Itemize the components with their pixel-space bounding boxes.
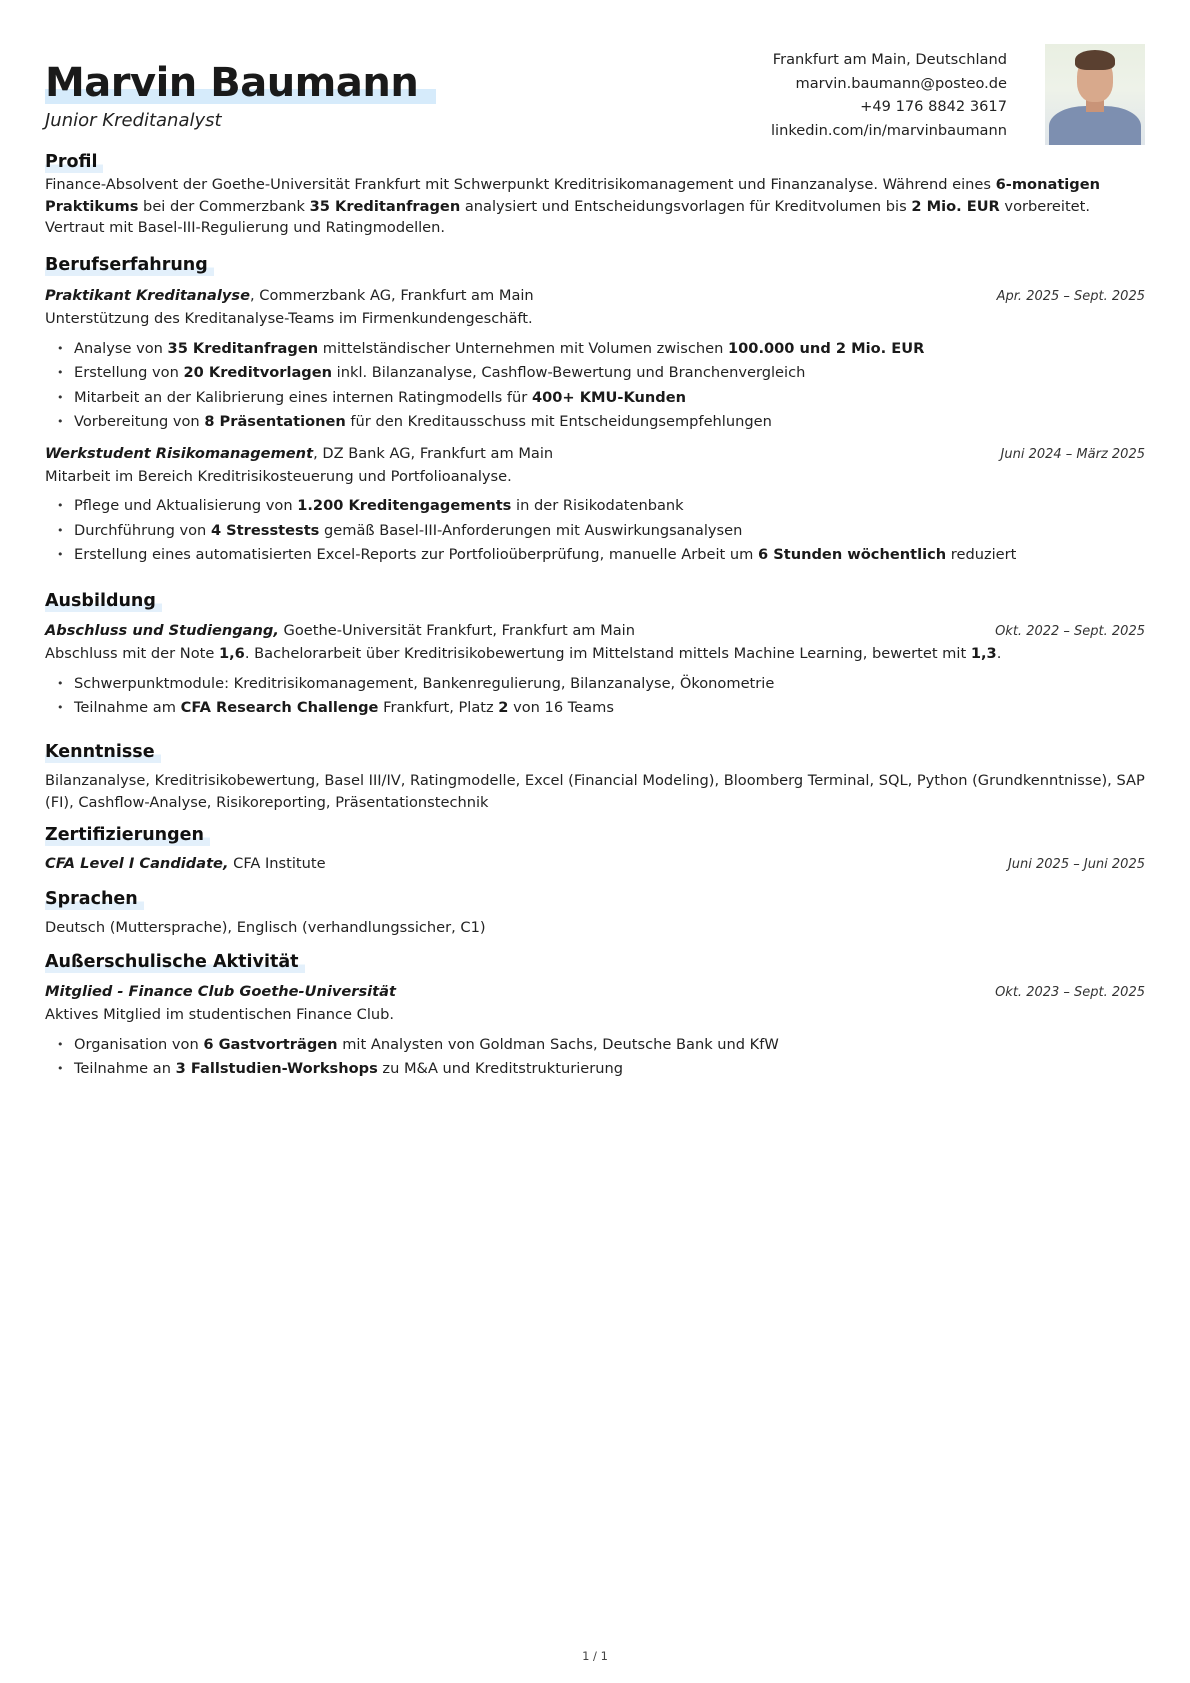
education-entry: [45, 620, 1145, 721]
section-berufserfahrung: [45, 253, 1145, 568]
entry-summary: Unterstützung des Kreditanalyse-Teams im Firmenkundengeschäft.: [45, 310, 533, 327]
bullet-item: • Durchführung von 4 Stresstests gemäß Basel-III-Anforderungen mit Auswirkungsanalysen: [57, 519, 1145, 544]
bullet-item: • Erstellung von 20 Kreditvorlagen inkl. Bilanzanalyse, Cashflow-Bewertung und Branchenvergleich: [57, 361, 1145, 386]
section-title-sprachen: Sprachen: [45, 887, 144, 911]
entry-role: Abschluss und Studiengang,: [45, 622, 279, 639]
contact-phone[interactable]: +49 176 8842 3617: [860, 98, 1007, 115]
candidate-name: Marvin Baumann: [45, 58, 436, 108]
entry-role: Mitglied - Finance Club Goethe-Universität: [45, 983, 396, 1000]
emphasis: 400+ KMU-Kunden: [531, 388, 687, 406]
section-title-zertifizierungen: Zertifizierungen: [45, 823, 210, 847]
entry-date: Juni 2024 – März 2025: [1000, 446, 1145, 462]
emphasis: 1,3: [970, 645, 997, 662]
bullet-item: • Teilnahme an 3 Fallstudien-Workshops zu M&A und Kreditstrukturierung: [57, 1057, 1145, 1082]
emphasis: 4 Stresstests: [210, 521, 320, 539]
section-profil: [45, 150, 1145, 239]
emphasis: 35 Kreditanfragen: [167, 339, 319, 357]
entry-org: CFA Institute: [228, 855, 326, 872]
bullet-list: [57, 672, 1145, 721]
emphasis: 2: [498, 699, 509, 716]
entry-org: Goethe-Universität Frankfurt, Frankfurt am Main: [278, 622, 635, 639]
certification-entry: [45, 853, 1145, 876]
resume-header: [45, 0, 1145, 160]
entry-org: , Commerzbank AG, Frankfurt am Main: [250, 287, 534, 304]
bullet-item: • Erstellung eines automatisierten Excel-Reports zur Portfolioüberprüfung, manuelle Arbeit um 6 Stunden wöchentlich reduziert: [57, 543, 1145, 568]
entry-role: Praktikant Kreditanalyse: [45, 287, 250, 304]
contact-location: Frankfurt am Main, Deutschland: [772, 51, 1007, 68]
emphasis: 6 Stunden wöchentlich: [757, 546, 947, 563]
entry-date: Okt. 2023 – Sept. 2025: [995, 985, 1145, 1000]
emphasis: 6 Gastvorträgen: [203, 1035, 338, 1053]
activity-entry: [45, 981, 1145, 1082]
bullet-item: • Vorbereitung von 8 Präsentationen für den Kreditausschuss mit Entscheidungsempfehlungen: [57, 410, 1145, 435]
contact-linkedin[interactable]: linkedin.com/in/marvinbaumann: [771, 121, 1007, 139]
profil-text: Finance-Absolvent der Goethe-Universität Frankfurt mit Schwerpunkt Kreditrisikomanagement und Finanzanalyse. Während eines 6-monatigen Praktikums bei der Commerzbank 35 Kreditanfragen analysiert und Entscheidungsvorlagen für Kreditvolumen bis 2 Mio. EUR vorbereitet. Vertraut mit Basel-III-Regulierung und Ratingmodellen.: [45, 176, 1101, 236]
emphasis: CFA Research Challenge: [180, 699, 379, 716]
bullet-item: • Pflege und Aktualisierung von 1.200 Kreditengagements in der Risikodatenbank: [57, 494, 1145, 519]
contact-info: [771, 48, 1007, 142]
bullet-item: • Schwerpunktmodule: Kreditrisikomanagement, Bankenregulierung, Bilanzanalyse, Ökonometrie: [57, 672, 1145, 697]
resume-page: [45, 0, 1145, 1077]
emphasis: 2 Mio. EUR: [911, 197, 1000, 215]
bullet-list: [57, 1033, 1145, 1082]
section-zertifizierungen: [45, 823, 1145, 876]
entry-role: CFA Level I Candidate,: [45, 855, 229, 872]
entry-date: Okt. 2022 – Sept. 2025: [995, 624, 1145, 639]
bullet-item: • Teilnahme am CFA Research Challenge Frankfurt, Platz 2 von 16 Teams: [57, 696, 1145, 721]
section-title-berufserfahrung: Berufserfahrung: [45, 253, 214, 277]
entry-role: Werkstudent Risikomanagement: [45, 444, 314, 462]
entry-summary: Abschluss mit der Note 1,6. Bachelorarbeit über Kreditrisikobewertung im Mittelstand mittels Machine Learning, bewertet mit 1,3.: [45, 645, 1002, 662]
languages-text: Deutsch (Muttersprache), Englisch (verhandlungssicher, C1): [45, 919, 486, 936]
profile-photo: [1045, 44, 1145, 145]
experience-entry: [45, 443, 1145, 568]
bullet-item: • Mitarbeit an der Kalibrierung eines internen Ratingmodells für 400+ KMU-Kunden: [57, 386, 1145, 411]
name-block: [45, 58, 436, 134]
emphasis: 3 Fallstudien-Workshops: [175, 1060, 378, 1077]
bullet-item: • Organisation von 6 Gastvorträgen mit Analysten von Goldman Sachs, Deutsche Bank und KfW: [57, 1033, 1145, 1058]
section-sprachen: [45, 887, 1145, 939]
entry-org: , DZ Bank AG, Frankfurt am Main: [313, 444, 554, 462]
section-title-ausbildung: Ausbildung: [45, 589, 162, 613]
candidate-title: Junior Kreditanalyst: [45, 110, 222, 131]
entry-summary: Aktives Mitglied im studentischen Finance Club.: [45, 1006, 395, 1023]
emphasis: 1,6: [218, 645, 245, 662]
bullet-list: [57, 494, 1145, 568]
section-title-kenntnisse: Kenntnisse: [45, 740, 161, 764]
skills-text: Bilanzanalyse, Kreditrisikobewertung, Basel III/IV, Ratingmodelle, Excel (Financial Modeling), Bloomberg Terminal, SQL, Python (Grundkenntnisse), SAP (FI), Cashflow-Analyse, Risikoreporting, Präsentationstechnik: [45, 772, 1145, 811]
entry-date: Apr. 2025 – Sept. 2025: [996, 289, 1145, 304]
entry-summary: Mitarbeit im Bereich Kreditrisikosteuerung und Portfolioanalyse.: [45, 467, 512, 485]
section-title-aktivitaet: Außerschulische Aktivität: [45, 950, 305, 974]
section-kenntnisse: [45, 740, 1145, 813]
emphasis: 100.000 und 2 Mio. EUR: [727, 339, 925, 357]
section-aktivitaet: [45, 950, 1145, 1082]
emphasis: 8 Präsentationen: [204, 413, 346, 430]
section-title-profil: Profil: [45, 150, 103, 174]
contact-email[interactable]: marvin.baumann@posteo.de: [795, 74, 1007, 92]
experience-entry: [45, 285, 1145, 435]
bullet-list: [57, 337, 1145, 435]
emphasis: 35 Kreditanfragen: [309, 197, 461, 215]
emphasis: 6-monatigen Praktikums: [45, 176, 1101, 215]
bullet-item: • Analyse von 35 Kreditanfragen mittelständischer Unternehmen mit Volumen zwischen 100.000 und 2 Mio. EUR: [57, 337, 1145, 362]
section-ausbildung: [45, 589, 1145, 721]
page-indicator: 1 / 1: [582, 1649, 608, 1663]
emphasis: 20 Kreditvorlagen: [183, 364, 333, 381]
entry-date: Juni 2025 – Juni 2025: [1007, 857, 1145, 872]
emphasis: 1.200 Kreditengagements: [297, 497, 512, 514]
